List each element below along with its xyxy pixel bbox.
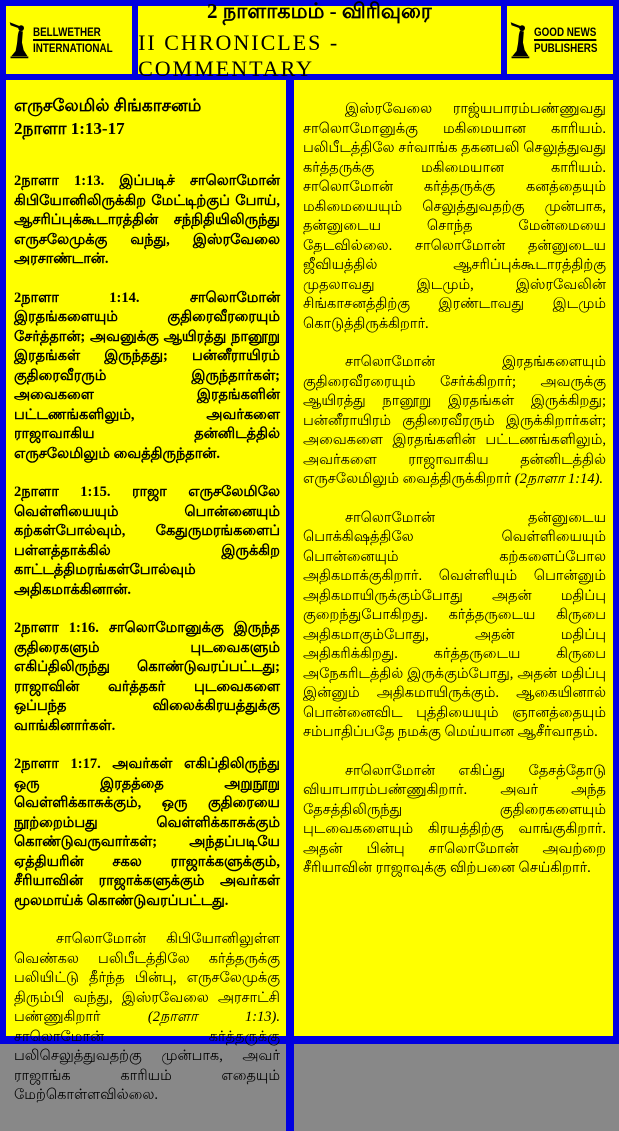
- logo-line2: PUBLISHERS: [533, 41, 598, 55]
- section-heading-reference: 2நாளா 1:13-17: [14, 119, 125, 138]
- paragraph: 2நாளா 1:14. சாலொமோன் இரதங்களையும் குதிரைவீரரையும் சேர்த்தான்; அவனுக்கு ஆயிரத்து நானூறு இரதங்கள் இருந்தது; பன்னீராயிரம் குதிரைவீரரும் இருந்தார்கள்; அவைகளை இரதங்களின் பட்டணங்களிலும், அவர்களை ராஜாவாகிய தன்னிடத்தில் எருசலேமிலும் வைத்திருந்தான்.: [14, 289, 280, 462]
- section-heading: [14, 94, 280, 140]
- paragraph: இஸ்ரவேலை ராஜ்யபாரம்பண்ணுவது சாலொமோனுக்கு மகிமையான காரியம். பலிபீடத்திலே சர்வாங்க தகனபலி செலுத்துவது கர்த்தருக்கு மகிமையான காரியம். சாலொமோன் கர்த்தருக்கு கனத்தையும் மகிமையையும் செலுத்துவதற்கு முன்பாக, தன்னுடைய சொந்த மேன்மையை தேடவில்லை. சாலொமோன் தன்னுடைய ஜீவியத்தில் ஆசரிப்புக்கூடாரத்திற்கு முதலாவது இடமும், இஸ்ரவேலின் சிங்காசனத்திற்கு இரண்டாவது இடமும் கொடுத்திருக்கிறார்.: [303, 101, 606, 332]
- verse-paragraphs: [14, 172, 280, 911]
- paragraph: சாலொமோன் இரதங்களையும் குதிரைவீரரையும் சேர்க்கிறார்; அவருக்கு ஆயிரத்து நானூறு இரதங்கள் இருக்கிறது; பன்னீராயிரம் குதிரைவீரரும் இருக்கிறார்கள்; அவைகளை இரதங்களின் பட்டணங்களிலும், அவர்களை ராஜாவாகிய தன்னிடத்தில் எருசலேமிலும் வைத்திருக்கிறார் (2நாளா 1:14).: [303, 354, 606, 487]
- logo-line1: BELLWETHER: [33, 25, 101, 39]
- scripture-column: [6, 80, 294, 1131]
- title-box: [132, 0, 507, 81]
- left-commentary-paragraphs: [14, 930, 280, 1106]
- paragraph: 2நாளா 1:13. இப்படிச் சாலொமோன் கிபியோனிலிருக்கிற மேட்டிற்குப் போய், ஆசரிப்புக்கூடாரத்தின் சந்நிதியிலிருந்து எருசலேமுக்கு வந்து, இஸ்ரவேலை அரசாண்டான்.: [14, 173, 280, 267]
- paragraph: சாலொமோன் கிபியோனிலுள்ள வெண்கல பலிபீடத்திலே கர்த்தருக்கு பலியிட்டு தீர்ந்த பின்பு, எருசலேமுக்கு திரும்பி வந்து, இஸ்ரவேலை அரசாட்சி பண்ணுகிறார் (2நாளா 1:13). சாலொமோன் கர்த்தருக்கு பலிசெலுத்துவதற்கு முன்பாக, அவர் ராஜாங்க காரியம் எதையும் மேற்கொள்ளவில்லை.: [14, 931, 280, 1103]
- logo-line2: INTERNATIONAL: [33, 41, 113, 55]
- paragraph: 2நாளா 1:16. சாலொமோனுக்கு இருந்த குதிரைகளும் புடவைகளும் எகிப்திலிருந்து கொண்டுவரப்பட்டது; ராஜாவின் வர்த்தகர் புடவைகளை ஒப்பந்த விலைக்கிரயத்துக்கு வாங்கினார்கள்.: [14, 620, 280, 734]
- body: [6, 80, 613, 1131]
- paragraph: 2நாளா 1:15. ராஜா எருசலேமிலே வெள்ளியையும் பொன்னையும் கற்கள்போல்வும், கேதுருமரங்களைப் பள்ளத்தாக்கில் இருக்கிற காட்டத்திமரங்கள்போல்வும் அதிகமாக்கினான்.: [14, 484, 280, 598]
- bellwether-logo: [6, 6, 132, 74]
- herald-statue-icon: [8, 18, 30, 62]
- paragraph: சாலொமோன் தன்னுடைய பொக்கிஷத்திலே வெள்ளியையும் பொன்னையும் கற்களைப்போல அதிகமாக்குகிறார். வெள்ளியும் பொன்னும் அதிகமாயிருக்கும்போது அதன் மதிப்பு குறைந்துபோகிறது. கர்த்தருடைய கிருபை அதிகமாகும்போது, அதன் மதிப்பு அதிகரிக்கிறது. கர்த்தருடைய கிருபை அநேகரிடத்தில் இருக்கும்போது, அதன் மதிப்பு இன்னும் அதிகமாயிருக்கும். ஆகையினால் பொன்னைவிட புத்தியையும் ஞானத்தையும் சம்பாதிப்பதே நமக்கு மெய்யான ஆசீர்வாதம்.: [303, 509, 606, 740]
- section-heading-title: எருசலேமில் சிங்காசனம்: [14, 96, 202, 115]
- commentary-paragraphs: [303, 100, 606, 879]
- paragraph: சாலொமோன் எகிப்து தேசத்தோடு வியாபாரம்பண்ணுகிறார். அவர் அந்த தேசத்திலிருந்து குதிரைகளையும் புடவைகளையும் கிரயத்திற்கு வாங்குகிறார். அதன் பின்பு சாலொமோன் அவற்றை சீரியாவின் ராஜாவுக்கு விற்பனை செய்கிறார்.: [303, 762, 606, 876]
- good-news-logo: [507, 6, 613, 74]
- commentary-column: [294, 80, 613, 1131]
- header: [6, 0, 613, 81]
- paragraph: 2நாளா 1:17. அவர்கள் எகிப்திலிருந்து ஒரு இரதத்தை அறுநூறு வெள்ளிக்காசுக்கும், ஒரு குதிரையை நூற்றைம்பது வெள்ளிக்காசுக்கும் கொண்டுவருவார்கள்; அந்தப்படியே ஏத்தியரின் சகல ராஜாக்களுக்கும், சீரியாவின் ராஜாக்களுக்கும் அவர்கள் மூலமாய்க் கொண்டுவரப்பட்டது.: [14, 756, 280, 909]
- logo-line1: GOOD NEWS: [533, 25, 596, 39]
- herald-statue-icon: [509, 18, 531, 62]
- page-title-tamil: 2 நாளாகமம் - விரிவுரை: [207, 0, 432, 23]
- page-title-english: II CHRONICLES - COMMENTARY: [138, 29, 340, 81]
